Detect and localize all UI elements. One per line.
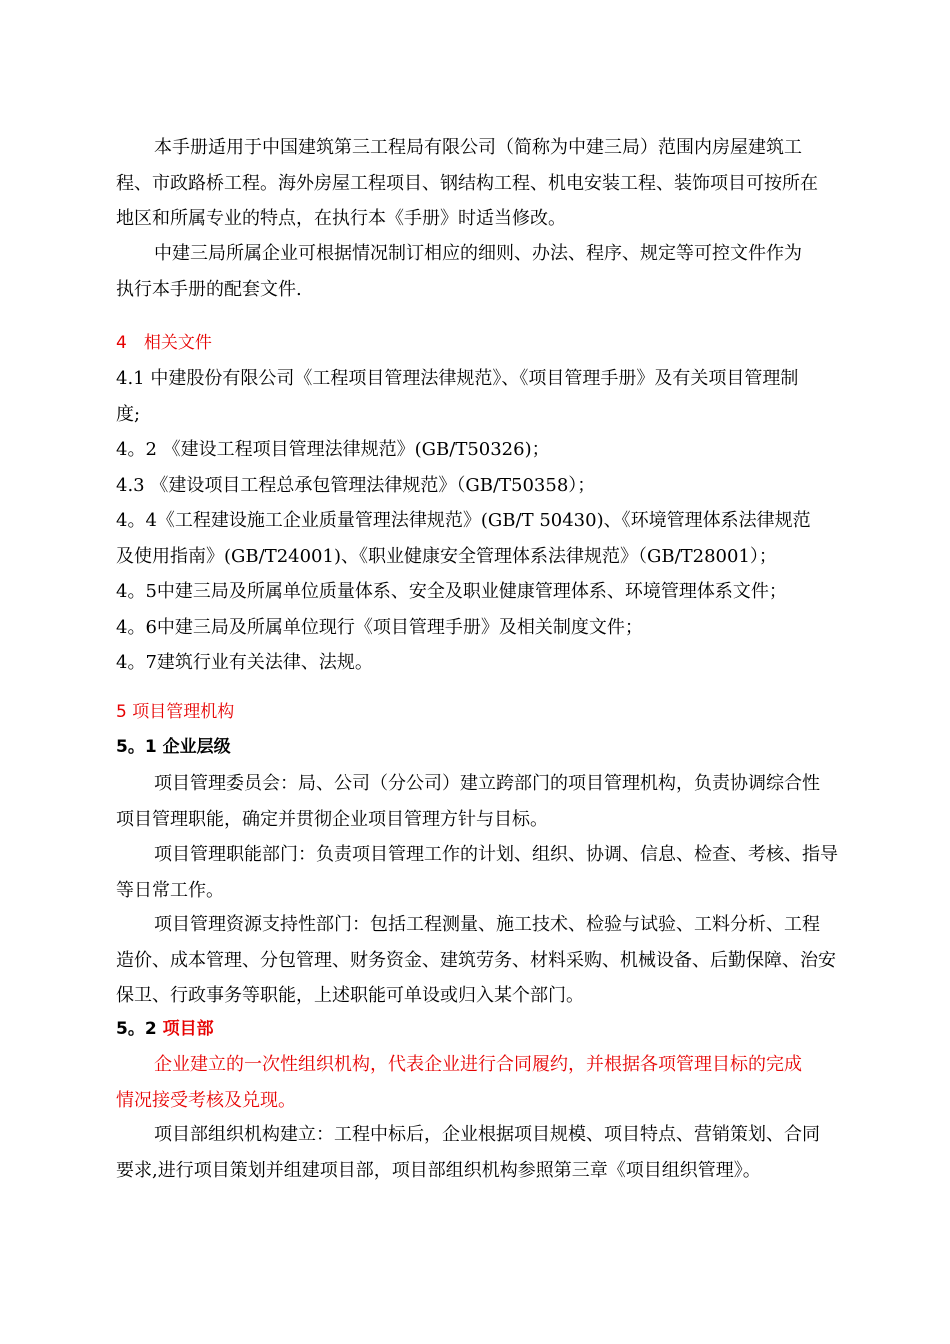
list-item: 及使用指南》(GB/T24001)、《职业健康安全管理体系法律规范》（GB/T28001）； (116, 545, 777, 567)
list-item: 4。2 《建设工程项目管理法律规范》(GB/T50326)； (116, 439, 550, 460)
text-line: 企业建立的一次性组织机构，代表企业进行合同履约，并根据各项管理目标的完成 (154, 1054, 802, 1075)
text-line: 执行本手册的配套文件. (116, 278, 302, 300)
subsection-number: 5。1 (116, 737, 163, 757)
section-5-1-paragraph-1 (116, 766, 836, 837)
text-line: 项目管理资源支持性部门：包括工程测量、施工技术、检验与试验、工料分析、工程 (154, 914, 820, 935)
section-5-2-paragraph-1 (116, 1047, 836, 1118)
subsection-5-1-heading (116, 730, 836, 766)
text-line: 本手册适用于中国建筑第三工程局有限公司（简称为中建三局）范围内房屋建筑工 (154, 137, 802, 158)
subsection-number: 5。2 (116, 1019, 163, 1039)
section-5-1-paragraph-3 (116, 907, 836, 1014)
text-line: 程、市政路桥工程。海外房屋工程项目、钢结构工程、机电安装工程、装饰项目可按所在 (116, 172, 818, 194)
list-item: 4.3 《建设项目工程总承包管理法律规范》（GB/T50358）； (116, 474, 596, 496)
text-line: 项目管理职能，确定并贯彻企业项目管理方针与目标。 (116, 808, 548, 830)
subsection-title: 企业层级 (162, 737, 231, 757)
text-line: 项目管理委员会：局、公司（分公司）建立跨部门的项目管理机构，负责协调综合性 (154, 773, 820, 794)
intro-paragraph-2 (116, 236, 836, 307)
text-line: 情况接受考核及兑现。 (116, 1089, 296, 1111)
list-item: 4。5中建三局及所属单位质量体系、安全及职业健康管理体系、环境管理体系文件； (116, 581, 787, 602)
list-item: 4。6中建三局及所属单位现行《项目管理手册》及相关制度文件； (116, 616, 643, 638)
section-5-heading: 5 项目管理机构 (116, 702, 235, 722)
text-line: 项目部组织机构建立：工程中标后，企业根据项目规模、项目特点、营销策划、合同 (154, 1124, 820, 1145)
list-item: 4.1 中建股份有限公司《工程项目管理法律规范》、《项目管理手册》及有关项目管理制 (116, 368, 799, 389)
text-line: 项目管理职能部门：负责项目管理工作的计划、组织、协调、信息、检查、考核、指导 (154, 844, 838, 865)
text-line: 等日常工作。 (116, 879, 224, 901)
list-item: 度; (116, 403, 141, 425)
list-item: 4。4《工程建设施工企业质量管理法律规范》(GB/T 50430)、《环境管理体系法律规范 (116, 510, 811, 531)
section-4-heading: 4 相关文件 (116, 333, 212, 353)
section-4-list (116, 361, 836, 681)
text-line: 地区和所属专业的特点，在执行本《手册》时适当修改。 (116, 208, 566, 229)
text-line: 中建三局所属企业可根据情况制订相应的细则、办法、程序、规定等可控文件作为 (154, 243, 802, 264)
section-5-2-paragraph-2 (116, 1117, 836, 1188)
section-5-1-paragraph-2 (116, 837, 836, 908)
text-line: 要求,进行项目策划并组建项目部，项目部组织机构参照第三章《项目组织管理》。 (116, 1159, 761, 1181)
subsection-5-2-heading (116, 1012, 836, 1048)
intro-paragraph-1 (116, 130, 836, 237)
text-line: 造价、成本管理、分包管理、财务资金、建筑劳务、材料采购、机械设备、后勤保障、治安 (116, 949, 836, 971)
subsection-title: 项目部 (162, 1019, 214, 1039)
list-item: 4。7建筑行业有关法律、法规。 (116, 652, 373, 673)
text-line: 保卫、行政事务等职能，上述职能可单设或归入某个部门。 (116, 985, 584, 1006)
